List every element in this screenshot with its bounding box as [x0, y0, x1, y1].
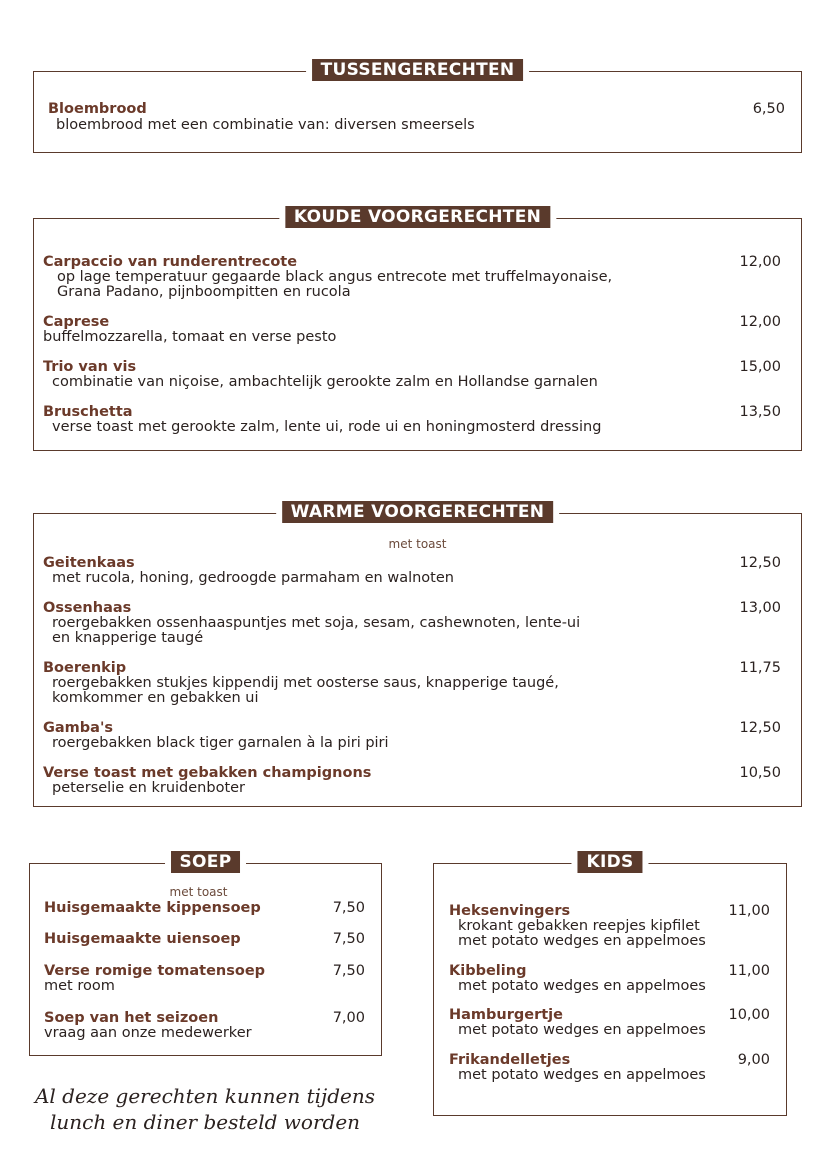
item-price: 12,00: [739, 314, 781, 330]
item-description: met potato wedges en appelmoes: [458, 1067, 706, 1083]
item-description: roergebakken ossenhaaspuntjes met soja, sesam, cashewnoten, lente-ui en knapperige taugé: [52, 615, 581, 646]
item-name: Bloembrood: [48, 101, 147, 117]
item-description: buffelmozzarella, tomaat en verse pesto: [43, 329, 337, 345]
item-price: 6,50: [752, 101, 785, 117]
item-name: Caprese: [43, 314, 110, 330]
section-note: met toast: [169, 885, 228, 899]
item-name: Bruschetta: [43, 404, 133, 420]
item-name: Hamburgertje: [449, 1007, 563, 1023]
item-name: Gamba's: [43, 720, 114, 736]
item-description: met room: [44, 978, 115, 994]
item-price: 15,00: [739, 359, 781, 375]
section-soep: [29, 852, 382, 1056]
section-koude-voorgerechten: [33, 207, 802, 451]
item-description: bloembrood met een combinatie van: diversen smeersels: [56, 117, 475, 133]
item-price: 13,50: [739, 404, 781, 420]
item-description: met rucola, honing, gedroogde parmaham en walnoten: [52, 570, 454, 586]
item-price: 12,50: [739, 555, 781, 571]
section-title: TUSSENGERECHTEN: [312, 59, 524, 81]
item-price: 12,50: [739, 720, 781, 736]
item-price: 11,00: [728, 903, 770, 919]
section-tussengerechten: [33, 60, 802, 153]
section-title: KOUDE VOORGERECHTEN: [285, 206, 550, 228]
item-price: 9,00: [737, 1052, 770, 1068]
item-name: Heksenvingers: [449, 903, 571, 919]
section-title: SOEP: [171, 851, 241, 873]
item-name: Verse toast met gebakken champignons: [43, 765, 372, 781]
section-title: KIDS: [577, 851, 642, 873]
item-name: Boerenkip: [43, 660, 127, 676]
section-title: WARME VOORGERECHTEN: [282, 501, 554, 523]
item-name: Frikandelletjes: [449, 1052, 571, 1068]
item-name: Trio van vis: [43, 359, 137, 375]
item-price: 11,00: [728, 963, 770, 979]
section-note: met toast: [388, 537, 447, 551]
item-description: met potato wedges en appelmoes: [458, 1022, 706, 1038]
item-description: roergebakken black tiger garnalen à la piri piri: [52, 735, 389, 751]
item-price: 10,50: [739, 765, 781, 781]
item-price: 7,50: [332, 931, 365, 947]
item-description: roergebakken stukjes kippendij met oosterse saus, knapperige taugé, komkommer en gebakken ui: [52, 675, 559, 706]
item-name: Kibbeling: [449, 963, 527, 979]
item-name: Verse romige tomatensoep: [44, 963, 266, 979]
item-description: krokant gebakken reepjes kipfilet met potato wedges en appelmoes: [458, 918, 706, 949]
item-name: Ossenhaas: [43, 600, 132, 616]
item-name: Soep van het seizoen: [44, 1010, 219, 1026]
item-price: 7,50: [332, 963, 365, 979]
item-price: 10,00: [728, 1007, 770, 1023]
item-price: 7,50: [332, 900, 365, 916]
item-price: 12,00: [739, 254, 781, 270]
item-description: verse toast met gerookte zalm, lente ui, rode ui en honingmosterd dressing: [52, 419, 602, 435]
section-warme-voorgerechten: [33, 502, 802, 807]
item-price: 7,00: [332, 1010, 365, 1026]
footer-note: Al deze gerechten kunnen tijdens lunch en diner besteld worden: [34, 1084, 376, 1134]
item-name: Carpaccio van runderentrecote: [43, 254, 298, 270]
item-price: 13,00: [739, 600, 781, 616]
item-description: met potato wedges en appelmoes: [458, 978, 706, 994]
item-price: 11,75: [739, 660, 781, 676]
item-description: combinatie van niçoise, ambachtelijk gerookte zalm en Hollandse garnalen: [52, 374, 598, 390]
item-description: op lage temperatuur gegaarde black angus entrecote met truffelmayonaise, Grana Padano, pijnboompitten en rucola: [57, 269, 613, 300]
item-description: peterselie en kruidenboter: [52, 780, 246, 796]
section-kids: [433, 852, 787, 1116]
item-name: Huisgemaakte kippensoep: [44, 900, 261, 916]
item-name: Geitenkaas: [43, 555, 135, 571]
item-name: Huisgemaakte uiensoep: [44, 931, 241, 947]
item-description: vraag aan onze medewerker: [44, 1025, 252, 1041]
